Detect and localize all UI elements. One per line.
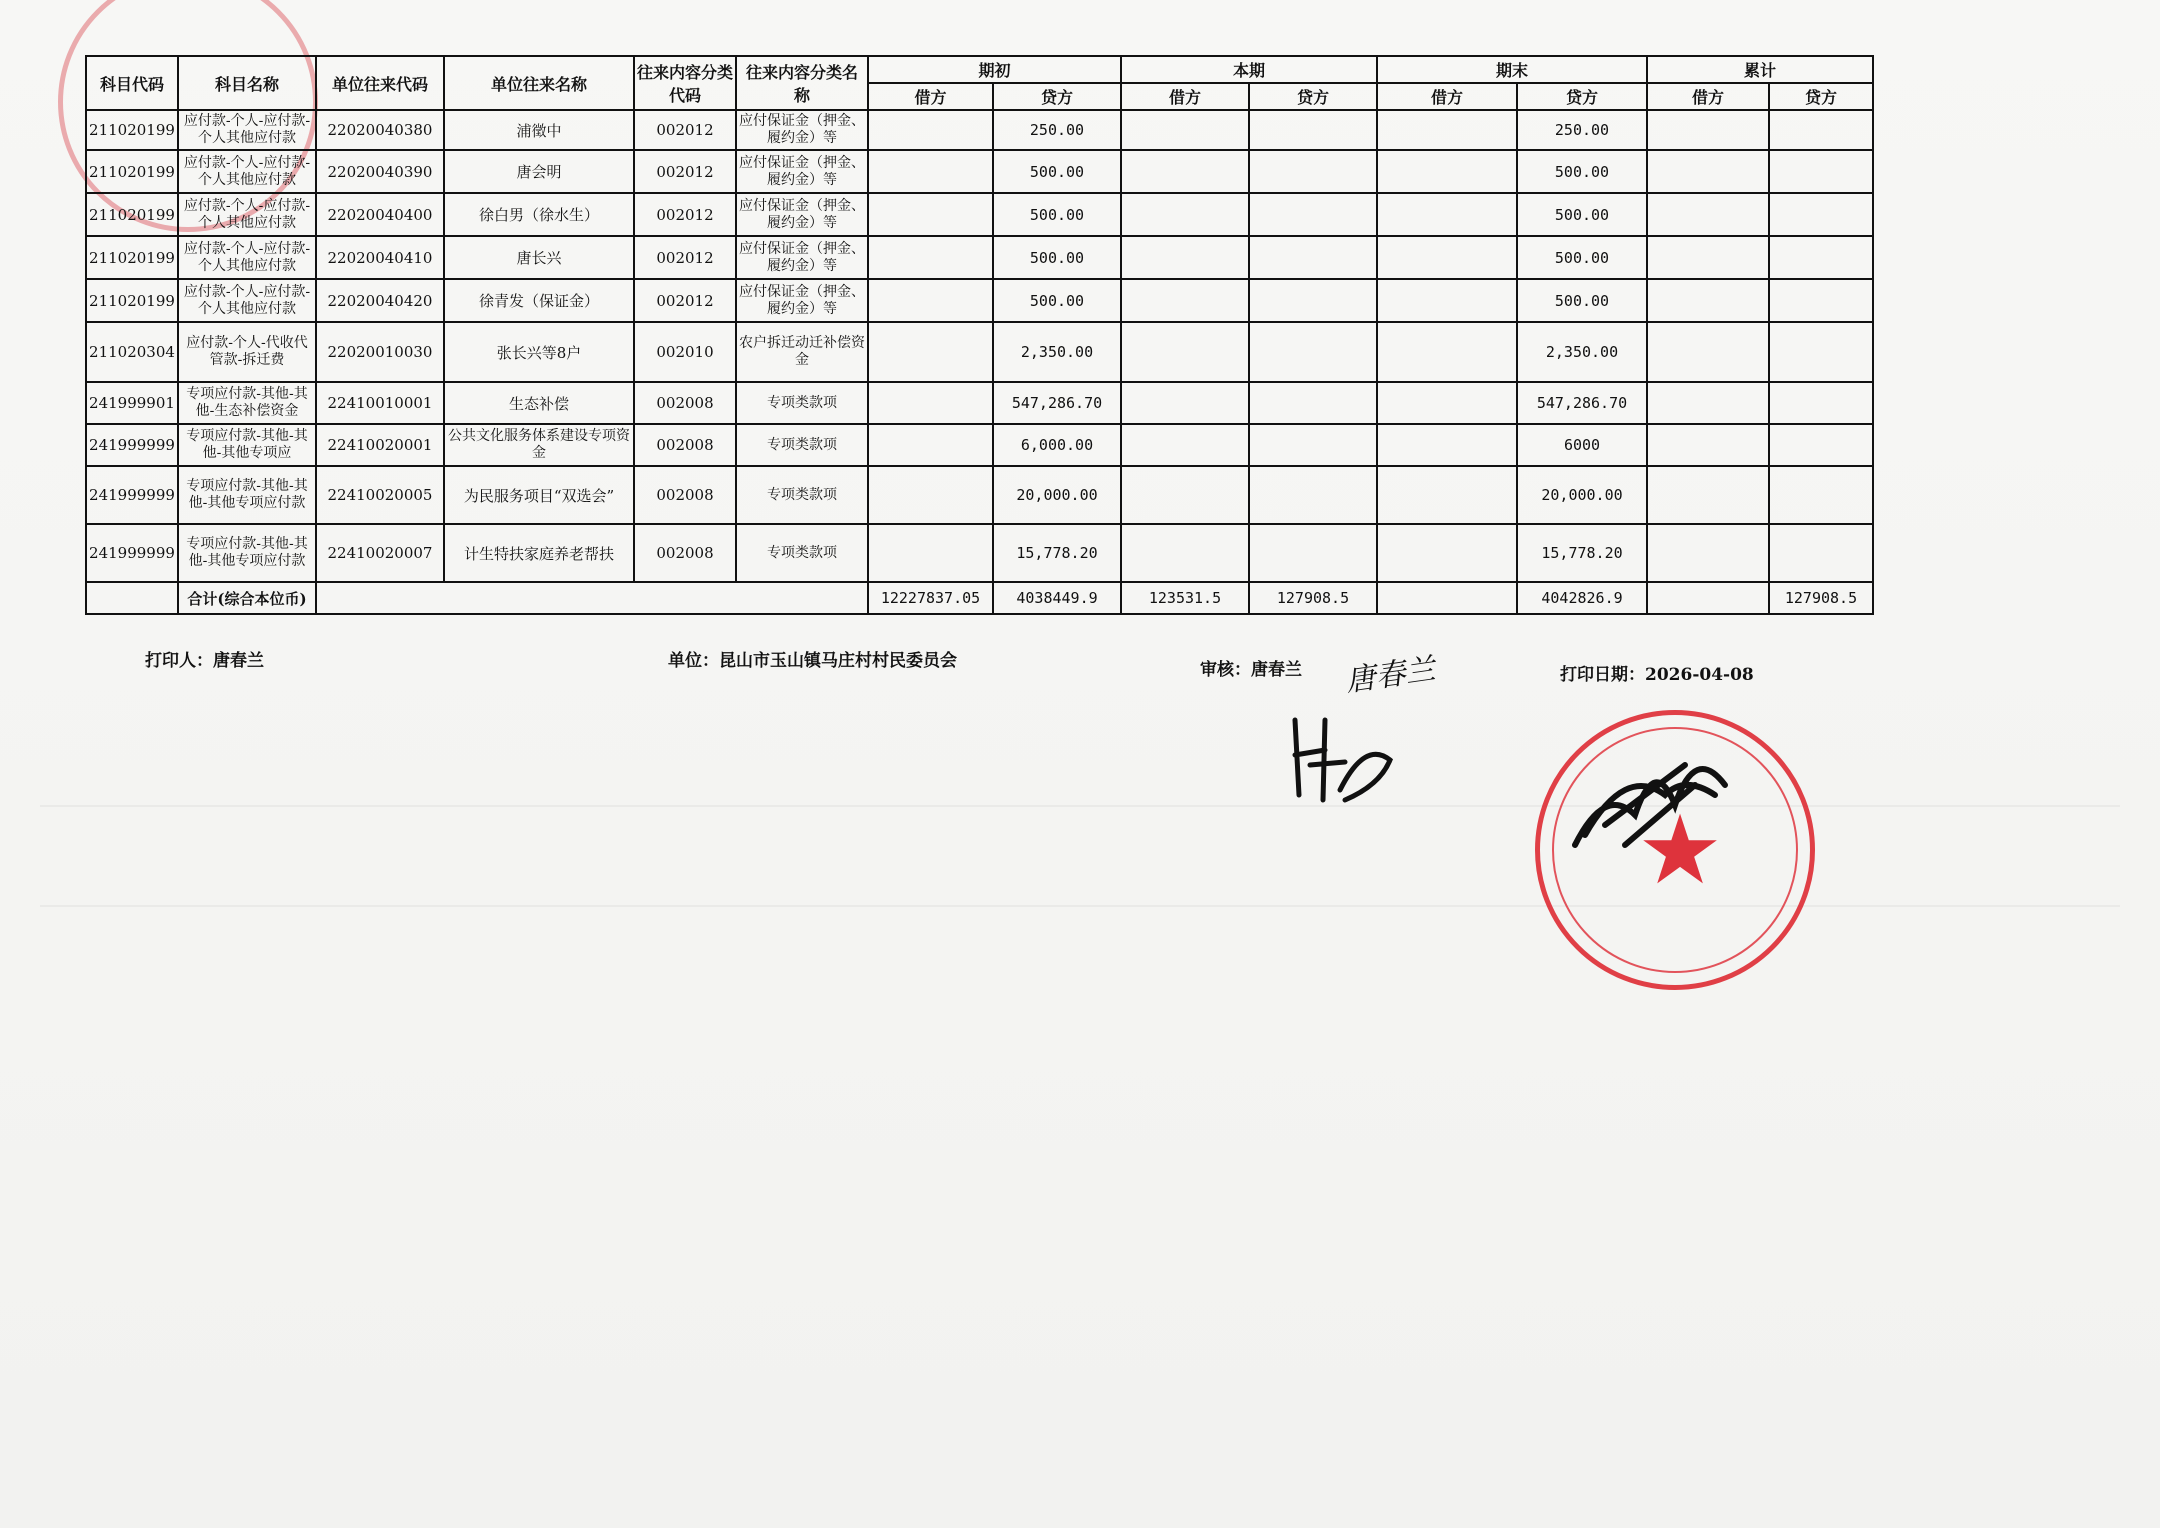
cell-current-credit [1249,322,1377,382]
table-row [86,193,1873,236]
cell-unit-code: 22410020001 [316,424,444,466]
cell-total-span [316,582,868,614]
cell-closing-debit [1377,424,1517,466]
cell-subject-name: 应付款-个人-应付款-个人其他应付款 [178,150,316,193]
cell-cum-credit [1769,193,1873,236]
cell-cum-debit [1647,110,1769,150]
cell-current-debit [1121,236,1249,279]
cell-content-code: 002008 [634,524,736,582]
cell-current-credit [1249,110,1377,150]
cell-current-credit [1249,382,1377,424]
col-opening-credit: 贷方 [993,83,1121,110]
ledger-table [85,55,1874,615]
cell-closing-debit [1377,236,1517,279]
cell-unit-code: 22020010030 [316,322,444,382]
col-group-closing: 期末 [1377,56,1647,83]
cell-total-opening-debit: 12227837.05 [868,582,993,614]
footer-print-date: 打印日期：2026-04-08 [1560,665,1754,685]
cell-unit-code: 22020040400 [316,193,444,236]
cell-cum-debit [1647,524,1769,582]
cell-cum-credit [1769,236,1873,279]
scan-artifact-line [40,905,2120,907]
table-row [86,424,1873,466]
cell-cum-credit [1769,524,1873,582]
cell-cum-credit [1769,382,1873,424]
cell-closing-debit [1377,322,1517,382]
cell-unit-code: 22410020007 [316,524,444,582]
cell-current-debit [1121,322,1249,382]
col-closing-debit: 借方 [1377,83,1517,110]
cell-total-label: 合计(综合本位币) [178,582,316,614]
cell-subject-name: 应付款-个人-应付款-个人其他应付款 [178,279,316,322]
cell-cum-debit [1647,382,1769,424]
cell-closing-credit: 500.00 [1517,150,1647,193]
cell-content-code: 002008 [634,382,736,424]
cell-unit-code: 22410010001 [316,382,444,424]
col-opening-debit: 借方 [868,83,993,110]
cell-closing-credit: 20,000.00 [1517,466,1647,524]
cell-unit-name: 唐长兴 [444,236,634,279]
cell-current-debit [1121,193,1249,236]
col-unit-name: 单位往来名称 [444,56,634,110]
cell-opening-credit: 500.00 [993,150,1121,193]
cell-content-code: 002010 [634,322,736,382]
cell-closing-debit [1377,382,1517,424]
cell-content-code: 002012 [634,193,736,236]
cell-opening-debit [868,382,993,424]
cell-content-name: 应付保证金（押金、履约金）等 [736,110,868,150]
cell-content-name: 专项类款项 [736,382,868,424]
cell-unit-name: 公共文化服务体系建设专项资金 [444,424,634,466]
cell-closing-debit [1377,524,1517,582]
cell-opening-debit [868,193,993,236]
cell-content-name: 应付保证金（押金、履约金）等 [736,279,868,322]
col-current-debit: 借方 [1121,83,1249,110]
reviewer-signature: 唐春兰 [1343,651,1438,700]
cell-closing-debit [1377,279,1517,322]
cell-unit-code: 22020040420 [316,279,444,322]
seal-star-icon: ★ [1636,794,1724,906]
cell-closing-credit: 547,286.70 [1517,382,1647,424]
cell-opening-debit [868,524,993,582]
cell-current-debit [1121,150,1249,193]
footer-reviewer: 审核：唐春兰 [1200,660,1302,680]
cell-subject-name: 专项应付款-其他-其他-其他专项应付款 [178,524,316,582]
cell-content-name: 应付保证金（押金、履约金）等 [736,193,868,236]
cell-current-credit [1249,236,1377,279]
cell-unit-code: 22410020005 [316,466,444,524]
cell-subject-code: 211020199 [86,279,178,322]
cell-content-name: 应付保证金（押金、履约金）等 [736,236,868,279]
cell-current-credit [1249,524,1377,582]
cell-current-credit [1249,279,1377,322]
cell-cum-debit [1647,424,1769,466]
cell-cum-credit [1769,110,1873,150]
col-cum-credit: 贷方 [1769,83,1873,110]
cell-current-debit [1121,424,1249,466]
cell-content-name: 专项类款项 [736,524,868,582]
cell-opening-credit: 500.00 [993,279,1121,322]
col-group-opening: 期初 [868,56,1121,83]
cell-content-name: 专项类款项 [736,424,868,466]
table-row [86,466,1873,524]
cell-subject-code: 241999999 [86,424,178,466]
cell-subject-code: 241999999 [86,524,178,582]
cell-opening-debit [868,110,993,150]
ledger-body [86,110,1873,614]
cell-opening-credit: 20,000.00 [993,466,1121,524]
cell-opening-debit [868,322,993,382]
cell-opening-credit: 500.00 [993,193,1121,236]
cell-total-current-debit: 123531.5 [1121,582,1249,614]
cell-total-cum-debit [1647,582,1769,614]
col-cum-debit: 借方 [1647,83,1769,110]
cell-cum-debit [1647,193,1769,236]
cell-current-debit [1121,466,1249,524]
cell-subject-name: 专项应付款-其他-其他-其他专项应 [178,424,316,466]
cell-current-credit [1249,466,1377,524]
cell-current-debit [1121,279,1249,322]
col-current-credit: 贷方 [1249,83,1377,110]
cell-unit-name: 计生特扶家庭养老帮扶 [444,524,634,582]
cell-opening-debit [868,279,993,322]
cell-unit-name: 张长兴等8户 [444,322,634,382]
table-row [86,382,1873,424]
table-row [86,236,1873,279]
cell-content-code: 002008 [634,466,736,524]
cell-cum-debit [1647,279,1769,322]
cell-subject-code: 211020199 [86,150,178,193]
cell-closing-credit: 500.00 [1517,193,1647,236]
cell-subject-code: 211020304 [86,322,178,382]
cell-closing-credit: 2,350.00 [1517,322,1647,382]
cell-total-closing-debit [1377,582,1517,614]
handwritten-signature-mark [1285,700,1405,810]
cell-content-name: 应付保证金（押金、履约金）等 [736,150,868,193]
cell-unit-name: 徐青发（保证金） [444,279,634,322]
table-row [86,279,1873,322]
total-row [86,582,1873,614]
cell-unit-name: 浦徵中 [444,110,634,150]
cell-unit-name: 唐会明 [444,150,634,193]
cell-subject-code: 211020199 [86,236,178,279]
cell-current-debit [1121,110,1249,150]
cell-cum-credit [1769,279,1873,322]
cell-cum-debit [1647,150,1769,193]
cell-opening-credit: 250.00 [993,110,1121,150]
cell-subject-name: 专项应付款-其他-其他-其他专项应付款 [178,466,316,524]
cell-content-code: 002012 [634,236,736,279]
cell-opening-debit [868,466,993,524]
cell-subject-name: 应付款-个人-代收代管款-拆迁费 [178,322,316,382]
table-row [86,524,1873,582]
chief-signature-scribble [1565,725,1735,865]
cell-opening-credit: 500.00 [993,236,1121,279]
cell-cum-debit [1647,322,1769,382]
cell-cum-credit [1769,466,1873,524]
cell-total-opening-credit: 4038449.9 [993,582,1121,614]
cell-closing-debit [1377,466,1517,524]
cell-closing-debit [1377,110,1517,150]
col-content-code: 往来内容分类代码 [634,56,736,110]
cell-closing-credit: 15,778.20 [1517,524,1647,582]
cell-subject-code: 211020199 [86,110,178,150]
cell-unit-name: 生态补偿 [444,382,634,424]
cell-unit-code: 22020040390 [316,150,444,193]
cell-subject-code: 241999999 [86,466,178,524]
cell-subject-code: 241999901 [86,382,178,424]
cell-opening-debit [868,150,993,193]
cell-content-name: 专项类款项 [736,466,868,524]
cell-opening-debit [868,424,993,466]
cell-subject-name: 专项应付款-其他-其他-生态补偿资金 [178,382,316,424]
cell-opening-debit [868,236,993,279]
cell-unit-code: 22020040380 [316,110,444,150]
cell-content-code: 002012 [634,279,736,322]
col-subject-name: 科目名称 [178,56,316,110]
cell-cum-credit [1769,322,1873,382]
cell-closing-credit: 500.00 [1517,279,1647,322]
cell-total-cum-credit: 127908.5 [1769,582,1873,614]
footer-printer: 打印人：唐春兰 [145,651,264,671]
cell-closing-credit: 250.00 [1517,110,1647,150]
cell-cum-debit [1647,466,1769,524]
cell-subject-name: 应付款-个人-应付款-个人其他应付款 [178,236,316,279]
cell-unit-name: 为民服务项目“双选会” [444,466,634,524]
cell-opening-credit: 6,000.00 [993,424,1121,466]
cell-opening-credit: 547,286.70 [993,382,1121,424]
cell-current-debit [1121,524,1249,582]
cell-cum-debit [1647,236,1769,279]
cell-current-credit [1249,424,1377,466]
col-unit-code: 单位往来代码 [316,56,444,110]
cell-total-current-credit: 127908.5 [1249,582,1377,614]
cell-total-closing-credit: 4042826.9 [1517,582,1647,614]
cell-current-debit [1121,382,1249,424]
cell-unit-name: 徐白男（徐水生） [444,193,634,236]
table-row [86,322,1873,382]
cell-current-credit [1249,150,1377,193]
col-group-current: 本期 [1121,56,1377,83]
cell-closing-debit [1377,193,1517,236]
cell-subject-code: 211020199 [86,193,178,236]
cell-current-credit [1249,193,1377,236]
cell-total-blank [86,582,178,614]
table-row [86,110,1873,150]
cell-cum-credit [1769,424,1873,466]
cell-content-name: 农户拆迁动迁补偿资金 [736,322,868,382]
cell-closing-credit: 500.00 [1517,236,1647,279]
cell-content-code: 002008 [634,424,736,466]
footer-unit: 单位：昆山市玉山镇马庄村村民委员会 [668,651,957,671]
cell-content-code: 002012 [634,110,736,150]
cell-closing-debit [1377,150,1517,193]
col-content-name: 往来内容分类名称 [736,56,868,110]
cell-subject-name: 应付款-个人-应付款-个人其他应付款 [178,110,316,150]
col-closing-credit: 贷方 [1517,83,1647,110]
cell-opening-credit: 2,350.00 [993,322,1121,382]
cell-closing-credit: 6000 [1517,424,1647,466]
cell-content-code: 002012 [634,150,736,193]
cell-opening-credit: 15,778.20 [993,524,1121,582]
col-group-cumulative: 累计 [1647,56,1873,83]
col-subject-code: 科目代码 [86,56,178,110]
cell-unit-code: 22020040410 [316,236,444,279]
cell-subject-name: 应付款-个人-应付款-个人其他应付款 [178,193,316,236]
cell-cum-credit [1769,150,1873,193]
table-row [86,150,1873,193]
